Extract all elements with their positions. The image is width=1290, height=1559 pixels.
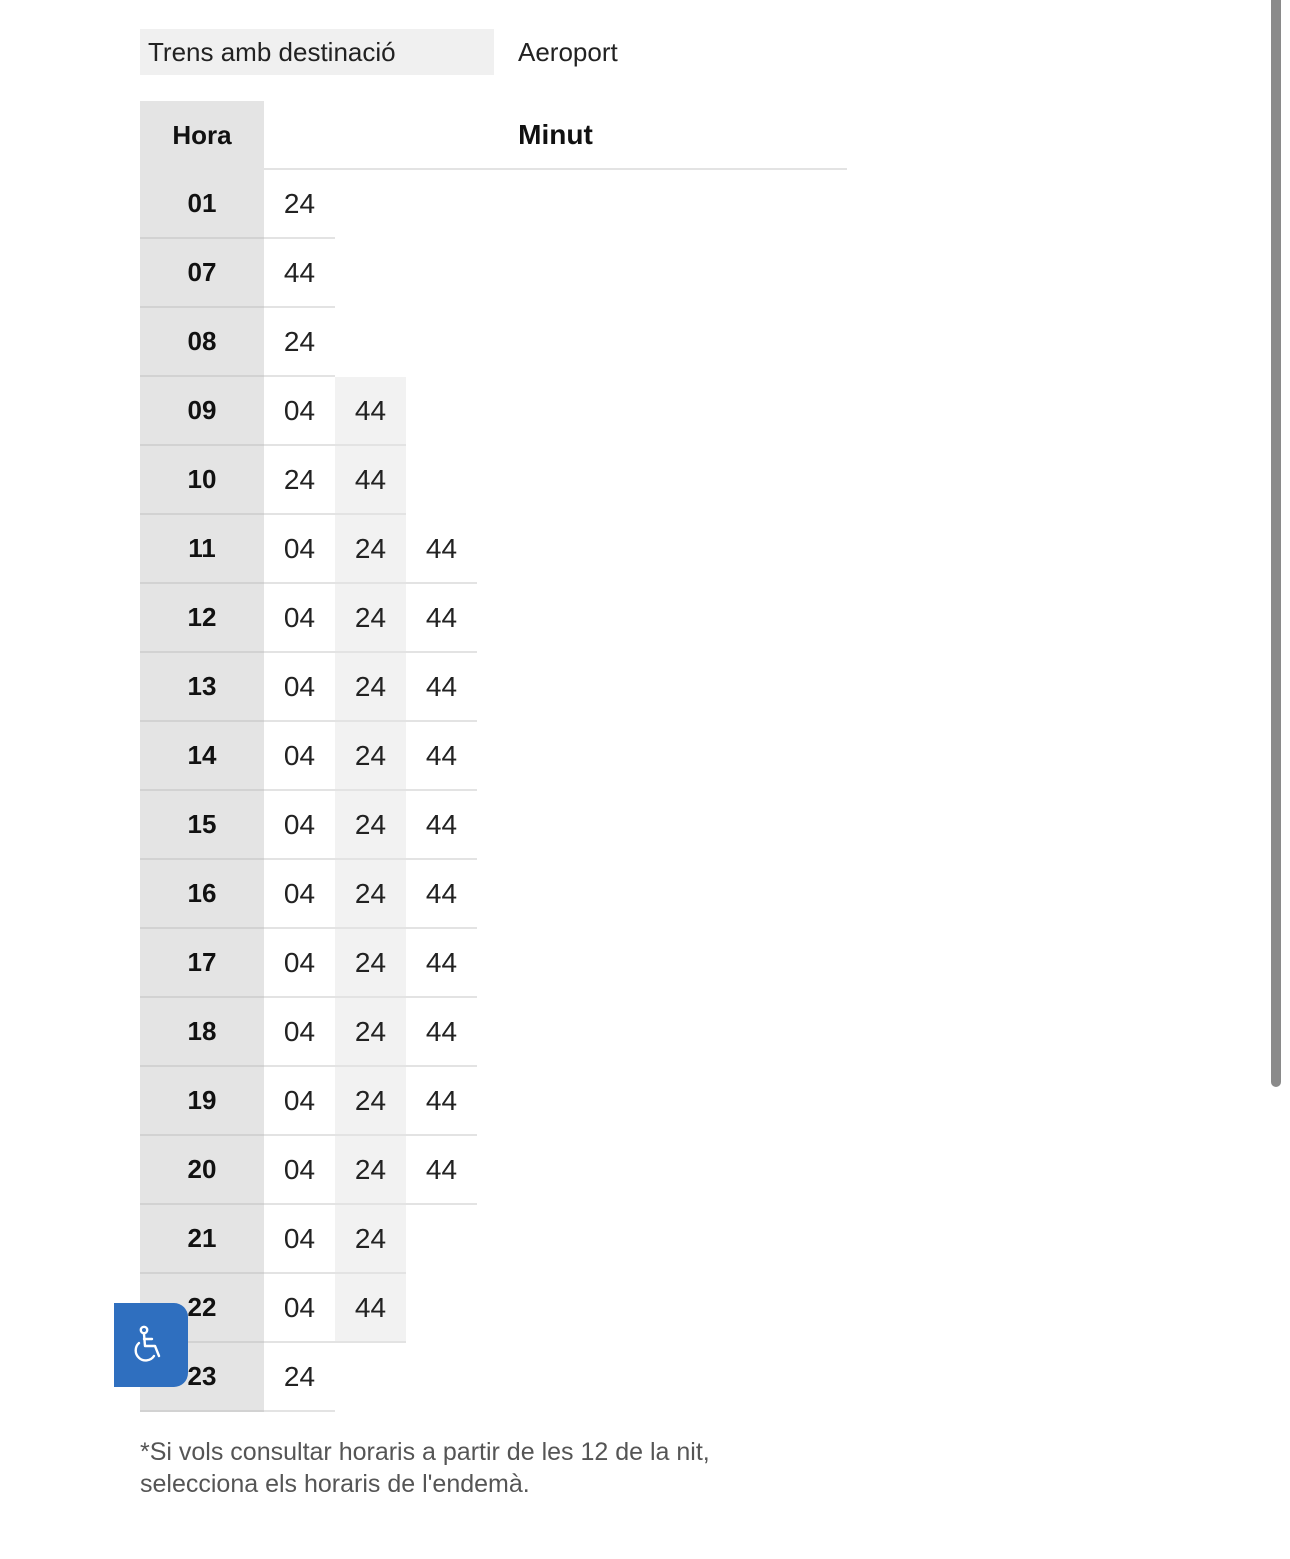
- minute-cell: 24: [335, 860, 406, 929]
- minute-cell: 44: [406, 722, 477, 791]
- table-row: [140, 239, 847, 308]
- hour-cell: 19: [140, 1067, 264, 1136]
- hour-cell: 11: [140, 515, 264, 584]
- table-row: [140, 584, 847, 653]
- table-row: [140, 998, 847, 1067]
- minute-cell: 24: [335, 791, 406, 860]
- minute-cell: 24: [335, 998, 406, 1067]
- minute-cell: 24: [335, 1067, 406, 1136]
- hour-cell: 22: [140, 1274, 264, 1343]
- hour-cell: 21: [140, 1205, 264, 1274]
- table-row: [140, 1136, 847, 1205]
- table-row: [140, 1343, 847, 1412]
- minute-cell: 04: [264, 1274, 335, 1343]
- table-row: [140, 446, 847, 515]
- minute-cell: 04: [264, 1205, 335, 1274]
- minute-cell: 44: [335, 446, 406, 515]
- minute-cell: 04: [264, 584, 335, 653]
- accessibility-icon: [134, 1325, 168, 1365]
- minute-cell: 44: [406, 929, 477, 998]
- minute-cell: 24: [335, 1136, 406, 1205]
- minute-cell: 04: [264, 515, 335, 584]
- hour-cell: 08: [140, 308, 264, 377]
- minute-cell: 44: [406, 1136, 477, 1205]
- minute-cell: 44: [264, 239, 335, 308]
- minute-cell: 44: [406, 515, 477, 584]
- hour-cell: 12: [140, 584, 264, 653]
- scrollbar[interactable]: [1271, 0, 1281, 1087]
- hour-column-header: Hora: [140, 101, 264, 170]
- minute-cell: 24: [264, 446, 335, 515]
- minute-cell: 44: [335, 1274, 406, 1343]
- destination-label: Trens amb destinació: [140, 29, 494, 75]
- table-row: [140, 860, 847, 929]
- minute-cell: 44: [406, 791, 477, 860]
- minute-cell: 24: [264, 170, 335, 239]
- table-row: [140, 515, 847, 584]
- table-row: [140, 929, 847, 998]
- timetable: [140, 101, 847, 1412]
- destination-row: [140, 29, 618, 75]
- minute-cell: 44: [406, 998, 477, 1067]
- minute-cell: 04: [264, 722, 335, 791]
- minute-cell: 24: [335, 584, 406, 653]
- minute-cell: 04: [264, 860, 335, 929]
- hour-cell: 13: [140, 653, 264, 722]
- minute-cell: 44: [406, 584, 477, 653]
- hour-cell: 09: [140, 377, 264, 446]
- table-row: [140, 308, 847, 377]
- minute-cell: 04: [264, 929, 335, 998]
- minute-cell: 44: [406, 1067, 477, 1136]
- minute-cell: 04: [264, 791, 335, 860]
- hour-cell: 20: [140, 1136, 264, 1205]
- hour-cell: 15: [140, 791, 264, 860]
- minute-cell: 04: [264, 377, 335, 446]
- hour-cell: 07: [140, 239, 264, 308]
- minute-cell: 04: [264, 1136, 335, 1205]
- minute-cell: 24: [264, 1343, 335, 1412]
- hour-cell: 10: [140, 446, 264, 515]
- footnote-line-2: selecciona els horaris de l'endemà.: [140, 1470, 530, 1498]
- minute-cell: 24: [264, 308, 335, 377]
- minute-cell: 04: [264, 998, 335, 1067]
- minute-cell: 04: [264, 653, 335, 722]
- destination-value: Aeroport: [518, 36, 618, 67]
- footnote-line-1: *Si vols consultar horaris a partir de les 12 de la nit,: [140, 1438, 710, 1466]
- table-row: [140, 1205, 847, 1274]
- footnote: [140, 1436, 840, 1500]
- minute-cell: 24: [335, 653, 406, 722]
- minute-cell: 04: [264, 1067, 335, 1136]
- minute-cell: 24: [335, 722, 406, 791]
- minute-cell: 24: [335, 929, 406, 998]
- timetable-body: [140, 170, 847, 1412]
- hour-cell: 14: [140, 722, 264, 791]
- table-row: [140, 377, 847, 446]
- hour-cell: 23: [140, 1343, 264, 1412]
- hour-cell: 16: [140, 860, 264, 929]
- table-row: [140, 1274, 847, 1343]
- hour-cell: 18: [140, 998, 264, 1067]
- hour-cell: 17: [140, 929, 264, 998]
- table-row: [140, 722, 847, 791]
- minute-cell: 44: [335, 377, 406, 446]
- minute-cell: 24: [335, 515, 406, 584]
- table-row: [140, 170, 847, 239]
- table-row: [140, 1067, 847, 1136]
- timetable-header: [140, 101, 847, 170]
- minute-cell: 24: [335, 1205, 406, 1274]
- minute-column-header: Minut: [264, 101, 847, 170]
- hour-cell: 01: [140, 170, 264, 239]
- minute-cell: 44: [406, 860, 477, 929]
- table-row: [140, 653, 847, 722]
- table-row: [140, 791, 847, 860]
- minute-cell: 44: [406, 653, 477, 722]
- accessibility-button[interactable]: [114, 1303, 188, 1387]
